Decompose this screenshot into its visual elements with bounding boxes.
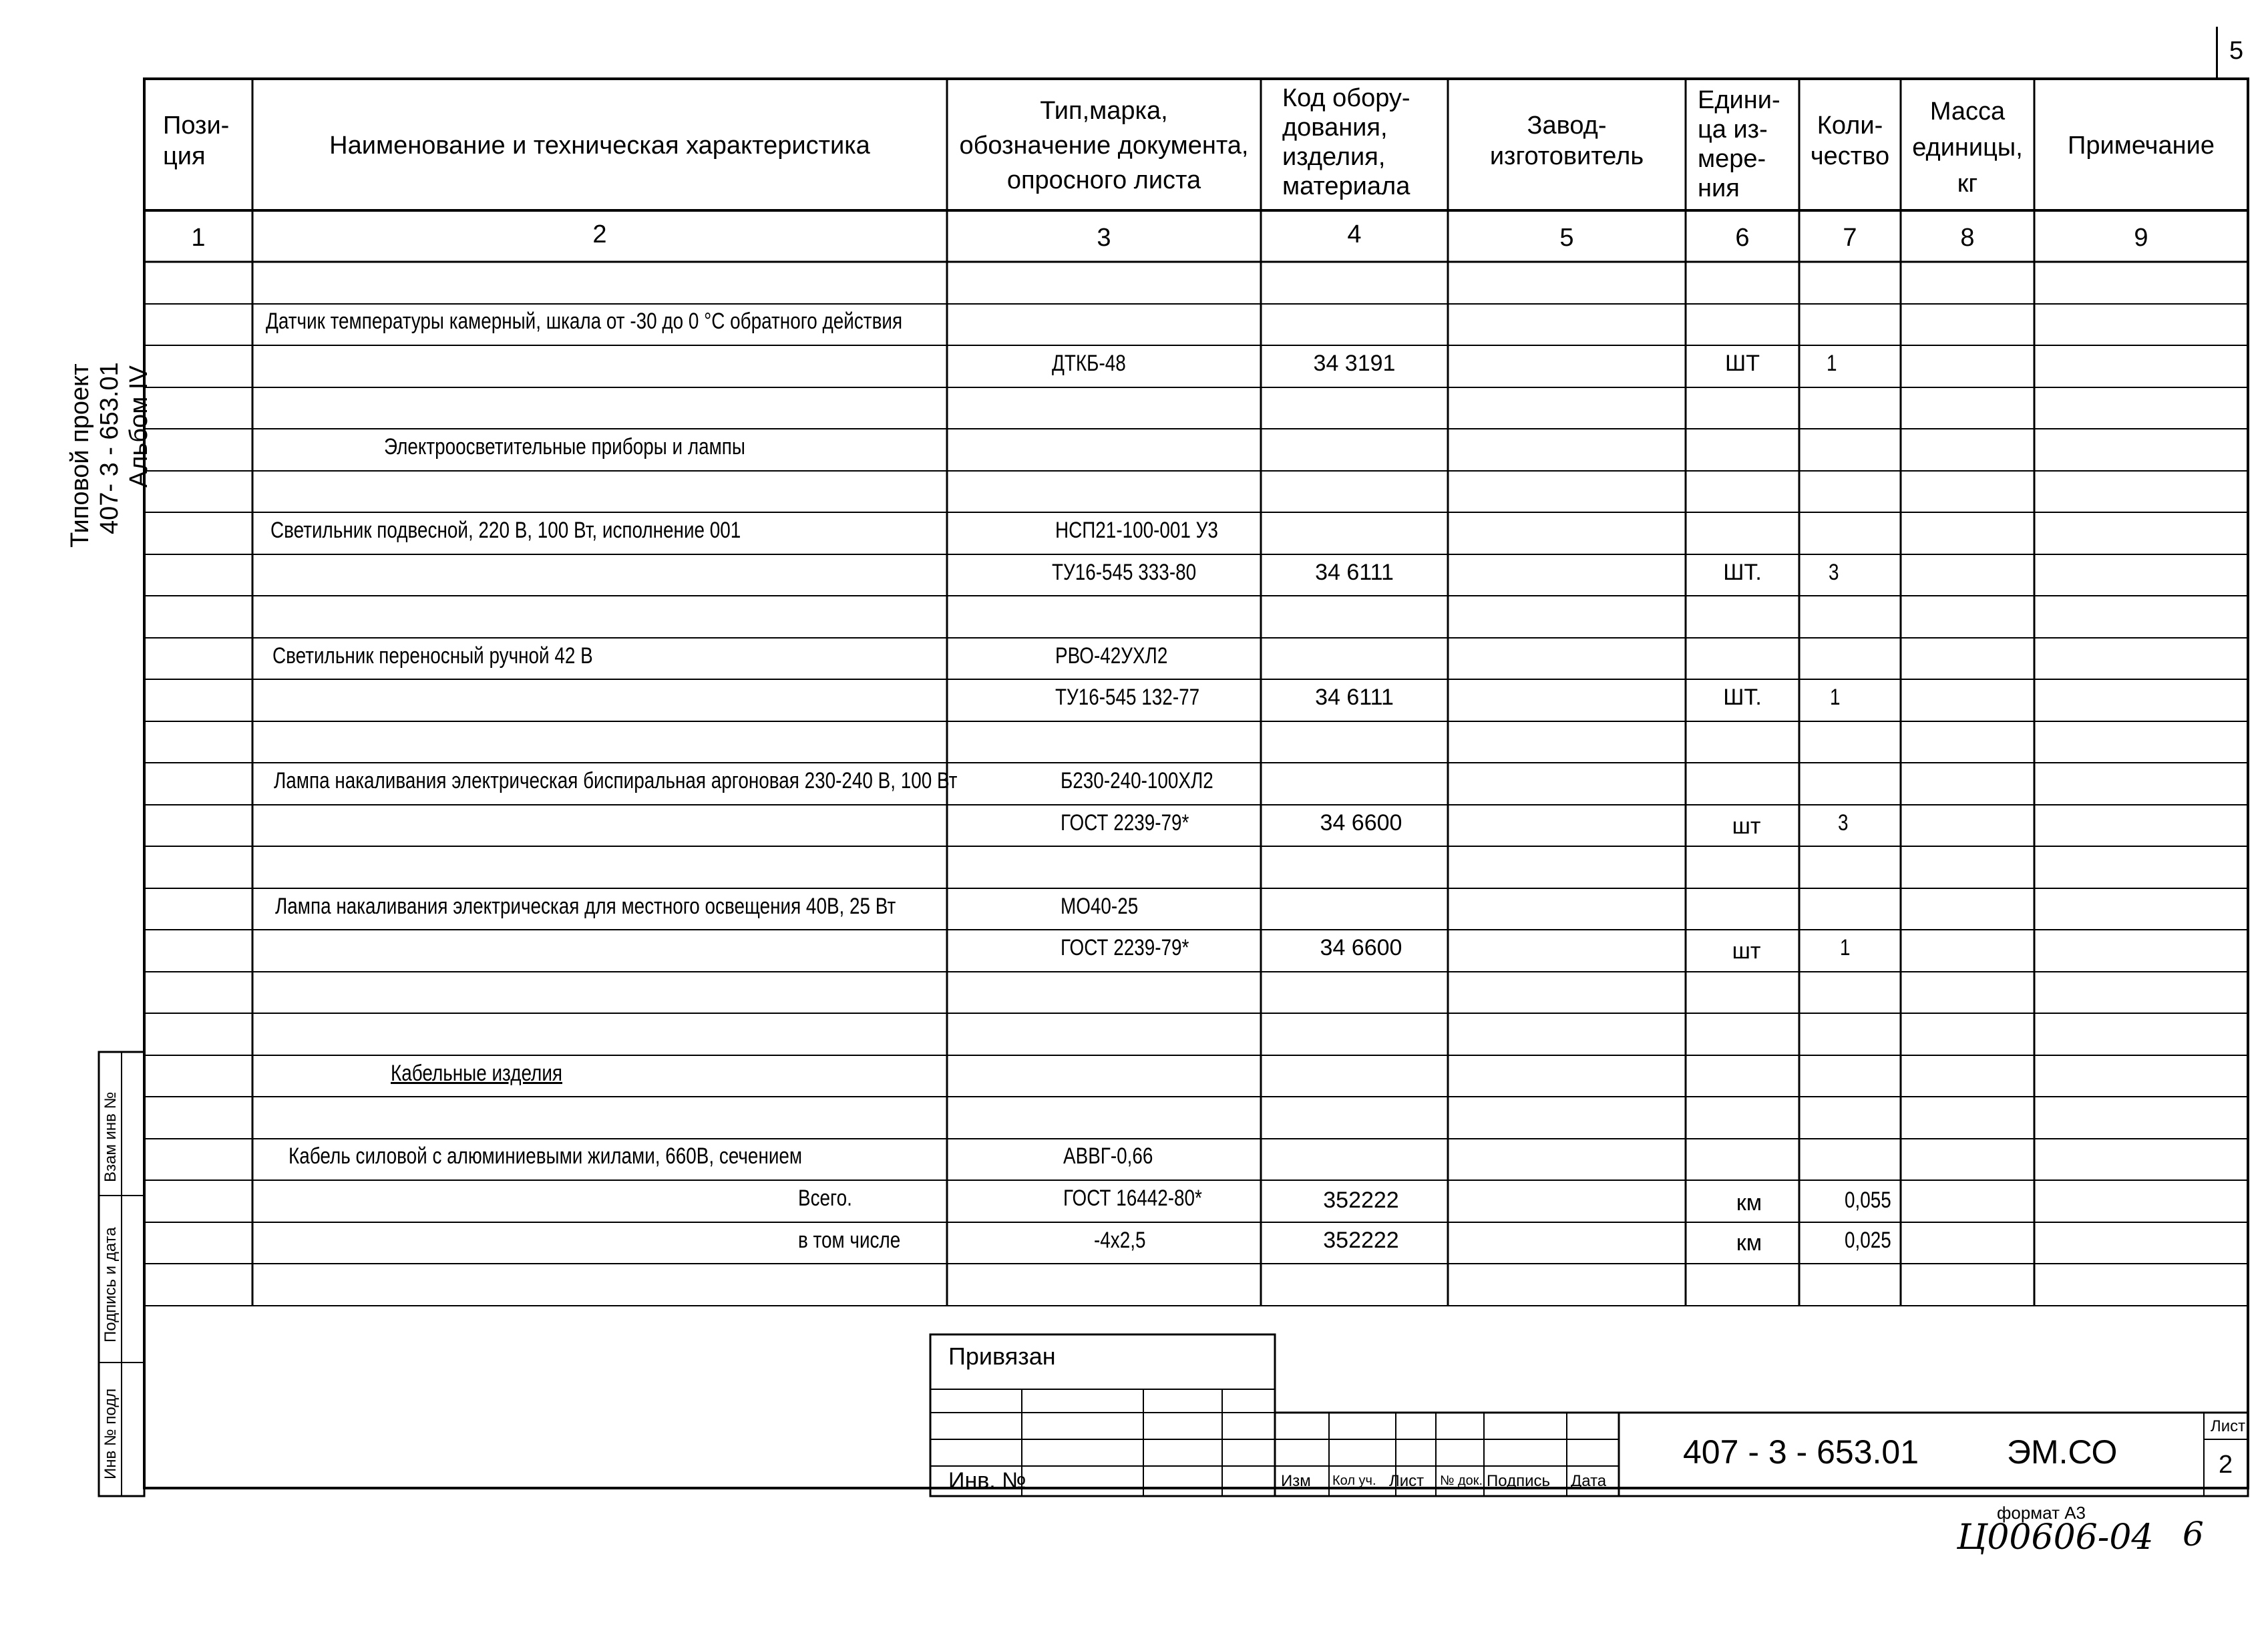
table-row-name: Кабель силовой с алюминиевыми жилами, 660В, сечением	[289, 1143, 803, 1169]
tb-sheet-number: 2	[2219, 1451, 2233, 1479]
table-row-qty: 0,025	[1845, 1228, 1891, 1253]
table-row-unit: ШТ.	[1723, 560, 1762, 585]
table-row-name: Светильник подвесной, 220 В, 100 Вт, исполнение 001	[270, 518, 741, 543]
table-row-code: 34 3191	[1313, 351, 1396, 376]
table-row-unit: км	[1736, 1230, 1762, 1256]
section-title-cables: Кабельные изделия	[391, 1061, 562, 1086]
handwritten-number: 6	[2183, 1515, 2204, 1554]
table-row-type: РВО-42УХЛ2	[1055, 643, 1168, 669]
header-manufacturer: Завод- изготовитель	[1489, 112, 1644, 170]
table-row-type: Б230-240-100ХЛ2	[1061, 768, 1213, 793]
table-row-qty: 3	[1838, 810, 1849, 836]
table-row-type: ГОСТ 16442-80*	[1063, 1186, 1202, 1211]
col-number-7: 7	[1843, 224, 1857, 252]
side-caption-line-2: 407- 3 - 653.01	[96, 362, 124, 534]
tb-list: Лист	[1389, 1472, 1425, 1490]
stamp-signature-date: Подпись и дата	[102, 1227, 120, 1342]
side-caption-line-1: Типовой проект	[66, 363, 94, 548]
stamp-replace-inv: Взам инв №	[102, 1091, 120, 1182]
tb-data: Дата	[1571, 1472, 1607, 1490]
tb-kol-uch: Кол уч.	[1332, 1473, 1376, 1488]
table-row-qty: 1	[1840, 935, 1851, 960]
table-row-type: ТУ16-545 132-77	[1055, 685, 1200, 710]
header-note: Примечание	[2068, 132, 2215, 160]
tb-n-dok: № док.	[1440, 1473, 1483, 1488]
table-row-qty: 1	[1827, 351, 1837, 376]
header-type: Тип,марка, обозначение документа, опросного листа	[959, 97, 1249, 194]
table-row-unit: шт	[1732, 938, 1761, 964]
table-row-unit: ШТ.	[1723, 685, 1762, 710]
header-name: Наименование и техническая характеристика	[329, 132, 870, 160]
col-number-3: 3	[1097, 224, 1111, 252]
section-title-lighting: Электроосветительные приборы и лампы	[384, 434, 745, 460]
table-row-name: Лампа накаливания электрическая для местного освещения 40В, 25 Вт	[275, 894, 896, 919]
header-quantity: Коли- чество	[1810, 112, 1890, 170]
header-mass: Масса единицы, кг	[1912, 98, 2023, 198]
table-row-code: 34 6600	[1320, 810, 1402, 836]
table-row-type: ТУ16-545 333-80	[1052, 560, 1197, 585]
table-row-qty: 3	[1829, 560, 1839, 585]
col-number-8: 8	[1960, 224, 1975, 252]
col-number-1: 1	[191, 224, 206, 252]
table-row-unit: шт	[1732, 813, 1761, 839]
tb-code: ЭМ.СО	[2007, 1433, 2118, 1471]
page-number: 5	[2229, 37, 2244, 65]
table-row-type: ГОСТ 2239-79*	[1061, 810, 1189, 836]
table-row-unit: км	[1736, 1190, 1762, 1216]
table-row-name: Лампа накаливания электрическая биспиральная аргоновая 230-240 В, 100 Вт	[274, 768, 958, 793]
table-row-code: 34 6600	[1320, 935, 1402, 960]
table-row-qty: 0,055	[1845, 1188, 1891, 1213]
tb-inv-no: Инв. №	[948, 1468, 1026, 1493]
table-row-name: Светильник переносный ручной 42 В	[272, 643, 593, 669]
table-row-code: 34 6111	[1315, 560, 1394, 585]
table-row-name: Датчик температуры камерный, шкала от -30 до 0 °С обратного действия	[266, 309, 903, 334]
tb-privyazan: Привязан	[948, 1342, 1056, 1370]
table-row-type: ДТКБ-48	[1052, 351, 1126, 376]
header-position: Пози- ция	[163, 112, 230, 170]
header-unit: Едини- ца из- мере- ния	[1698, 86, 1780, 202]
table-row-code: 352222	[1323, 1228, 1399, 1253]
col-number-4: 4	[1347, 220, 1362, 248]
tb-podpis: Подпись	[1487, 1472, 1550, 1490]
col-number-5: 5	[1559, 224, 1574, 252]
stamp-inv-original: Инв № подл	[102, 1388, 120, 1479]
tb-sheet-label: Лист	[2211, 1417, 2246, 1435]
tb-izm: Изм	[1281, 1472, 1311, 1490]
table-row-code: 352222	[1323, 1188, 1399, 1213]
format-label: формат А3	[1997, 1503, 2086, 1523]
table-row-type: МО40-25	[1061, 894, 1139, 919]
col-number-2: 2	[592, 220, 607, 248]
table-row-type: НСП21-100-001 У3	[1055, 518, 1218, 543]
handwritten-code: Ц00606-04	[1957, 1517, 2154, 1558]
table-row-type: АВВГ-0,66	[1063, 1143, 1153, 1169]
table-row-unit: ШТ	[1725, 351, 1760, 376]
header-code: Код обору- дования, изделия, материала	[1282, 84, 1410, 200]
col-number-6: 6	[1735, 224, 1750, 252]
table-row-type: -4х2,5	[1094, 1228, 1146, 1253]
table-row-name: Всего.	[798, 1186, 852, 1211]
table-row-name: в том числе	[798, 1228, 901, 1253]
side-caption-line-3: Альбом IV	[125, 365, 153, 488]
table-row-qty: 1	[1830, 685, 1841, 710]
table-row-type: ГОСТ 2239-79*	[1061, 935, 1189, 960]
tb-designation: 407 - 3 - 653.01	[1683, 1433, 1919, 1471]
table-row-code: 34 6111	[1315, 685, 1394, 710]
col-number-9: 9	[2134, 224, 2148, 252]
